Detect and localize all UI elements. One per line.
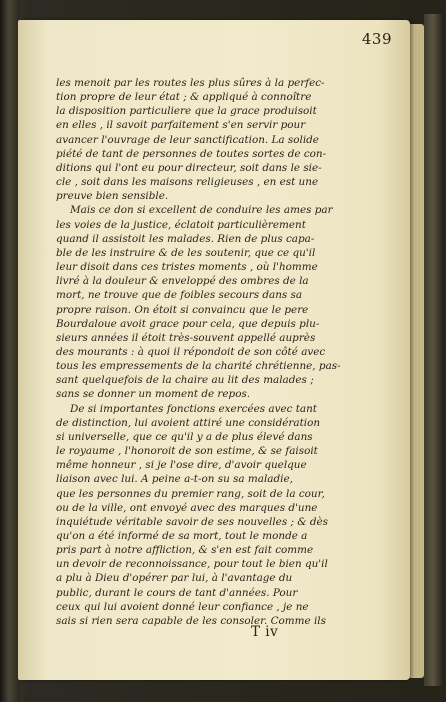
text-line: les menoit par les routes les plus sûres à la perfec- [56,77,325,89]
page-number: 439 [361,30,392,48]
text-line: la disposition particuliere que la grace produisoit [56,105,317,118]
text-line: ou de la ville, ont envoyé avec des marques d'une [56,501,318,514]
text-line: sais si rien sera capable de les consoler. Comme ils [56,614,326,627]
text-line: De si importantes fonctions exercées avec tant [70,402,317,415]
text-line: pris part à notre affliction, & s'en est fait comme [56,544,314,557]
text-line: Mais ce don si excellent de conduire les ames par [70,204,333,217]
text-line: leur disoit dans ces tristes moments , où l'homme [56,261,318,274]
book-binding [0,0,20,702]
text-line: liaison avec lui. A peine a-t-on su sa maladie, [56,473,293,486]
text-line: en elles , il savoit parfaitement s'en servir pour [56,119,306,132]
text-line: même honneur , si je l'ose dire, d'avoir quelque [56,459,307,472]
book-page [18,20,410,680]
book-cover-edge [424,14,442,686]
text-line: des mourants : à quoi il répondoit de son côté avec [56,345,326,358]
text-line: le royaume , l'honoroit de son estime, & se faisoit [56,445,318,458]
text-line: sans se donner un moment de repos. [56,388,251,401]
text-line: de distinction, lui avoient attiré une considération [56,416,321,429]
text-line: si universelle, que ce qu'il y a de plus élevé dans [56,430,313,443]
page-edges [410,24,424,678]
text-line: les voies de la justice, éclatoit particulièrement [56,218,306,231]
text-line: a plu à Dieu d'opérer par lui, à l'avantage du [56,572,293,585]
text-line: Bourdaloue avoit grace pour cela, que depuis plu- [56,317,320,330]
text-line: ble de les instruire & de les soutenir, que ce qu'il [56,246,316,259]
text-line: cle , soit dans les maisons religieuses , en est une [56,176,319,189]
text-line: inquiétude véritable savoir de ses nouvelles ; & dès [56,515,328,528]
text-line: tous les empressements de la charité chrétienne, pas- [56,360,341,373]
text-line: que les personnes du premier rang, soit de la cour, [56,487,325,500]
text-line: propre raison. On étoit si convaincu que le pere [56,303,309,316]
text-line: livré à la douleur & enveloppé des ombres de la [56,275,309,288]
text-line: quand il assistoit les malades. Rien de plus capa- [56,232,315,245]
text-line: qu'on a été informé de sa mort, tout le monde a [56,530,308,542]
text-line: preuve bien sensible. [56,190,169,203]
text-line: mort, ne trouve que de foibles secours dans sa [56,289,303,302]
signature-mark: T iv [251,624,279,640]
body-text [56,76,394,628]
text-line: public, durant le cours de tant d'années. Pour [56,586,298,599]
text-line: sant quelquefois de la chaire au lit des malades ; [56,374,314,387]
text-line: un devoir de reconnoissance, pour tout le bien qu'il [56,558,328,571]
text-line: sieurs années il étoit très-souvent appellé auprès [56,331,316,344]
text-line: ditions qui l'ont eu pour directeur, soit dans le sie- [56,161,322,174]
text-line: piété de tant de personnes de toutes sortes de con- [56,147,327,160]
text-line: tion propre de leur état ; & appliqué à connoître [56,91,312,104]
text-line: avancer l'ouvrage de leur sanctification. La solide [56,133,319,146]
text-line: ceux qui lui avoient donné leur confiance , je ne [56,600,309,613]
